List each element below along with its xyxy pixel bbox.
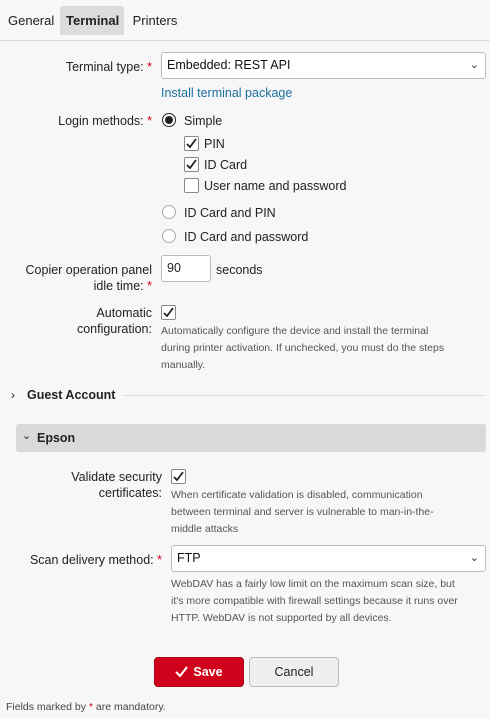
radio-simple[interactable] — [162, 113, 176, 127]
checkbox-user-password-label: User name and password — [204, 179, 347, 193]
check-icon — [186, 159, 197, 170]
save-button[interactable]: Save — [154, 657, 244, 687]
check-icon — [173, 471, 184, 482]
radio-id-card-password[interactable] — [162, 229, 176, 243]
tab-bar — [0, 0, 490, 41]
check-icon — [186, 138, 197, 149]
auto-config-label: Automatic configuration: — [76, 306, 152, 336]
checkbox-id-card-label: ID Card — [204, 158, 248, 172]
checkbox-validate-cert[interactable] — [171, 469, 186, 484]
scan-delivery-select[interactable] — [171, 545, 486, 572]
radio-id-card-pin[interactable] — [162, 205, 176, 219]
idle-time-unit: seconds — [216, 263, 263, 277]
terminal-type-value: Embedded: REST API — [167, 58, 291, 72]
checkbox-id-card[interactable] — [184, 157, 199, 172]
check-icon — [175, 666, 188, 677]
terminal-type-select[interactable] — [161, 52, 486, 79]
chevron-right-icon[interactable]: › — [11, 388, 15, 402]
section-divider — [122, 395, 486, 396]
chevron-down-icon: ⌄ — [22, 430, 32, 442]
idle-time-input[interactable]: 90 — [161, 255, 211, 282]
epson-section-header[interactable] — [16, 424, 486, 452]
checkbox-pin-label: PIN — [204, 137, 225, 151]
terminal-type-label: Terminal type: * — [65, 60, 152, 74]
idle-time-label: Copier operation panel idle time: * — [25, 263, 152, 293]
mandatory-note: Fields marked by * are mandatory. — [6, 701, 166, 713]
chevron-down-icon: ⌄ — [469, 59, 479, 71]
chevron-down-icon: ⌄ — [469, 552, 479, 564]
scan-delivery-value: FTP — [177, 551, 201, 565]
checkbox-pin[interactable] — [184, 136, 199, 151]
checkbox-user-password[interactable] — [184, 178, 199, 193]
checkbox-auto-config[interactable] — [161, 305, 176, 320]
login-methods-label: Login methods: * — [58, 114, 152, 128]
install-terminal-link[interactable]: Install terminal package — [161, 86, 293, 100]
validate-cert-label: Validate security certificates: — [71, 470, 162, 500]
tab-general[interactable]: General — [8, 13, 55, 28]
tab-printers[interactable]: Printers — [132, 13, 178, 28]
scan-delivery-help: WebDAV has a fairly low limit on the maximum scan size, but it's more compatible with firewall settings because it runs over HTTP. WebDAV is not supported by all devices. — [171, 578, 458, 624]
radio-simple-label: Simple — [184, 114, 223, 128]
radio-id-card-password-label: ID Card and password — [184, 230, 309, 244]
auto-config-help: Automatically configure the device and install the terminal during printer activation. If unchecked, you must do the steps manually. — [161, 325, 445, 371]
validate-cert-help: When certificate validation is disabled, communication between terminal and server is vulnerable to man-in-the- middle attacks — [171, 489, 434, 535]
scan-delivery-label: Scan delivery method: * — [29, 553, 162, 567]
check-icon — [163, 307, 174, 318]
cancel-button[interactable]: Cancel — [249, 657, 339, 687]
tab-terminal[interactable]: Terminal — [60, 6, 124, 35]
radio-id-card-pin-label: ID Card and PIN — [184, 206, 276, 220]
epson-title: Epson — [37, 431, 76, 445]
guest-account-header[interactable]: Guest Account — [27, 388, 116, 402]
